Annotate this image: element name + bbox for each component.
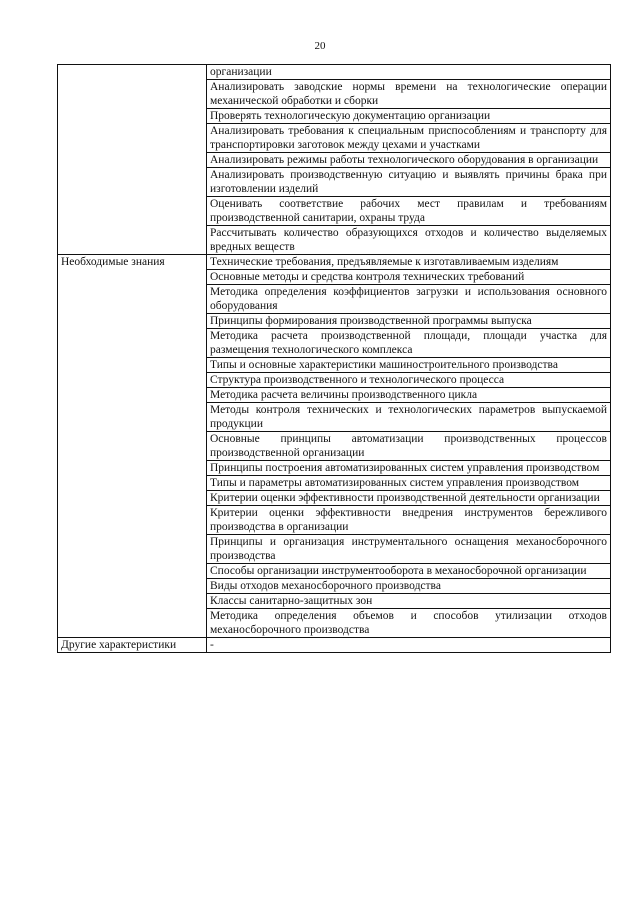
requirement-item: Технические требования, предъявляемые к изготавливаемым изделиям	[207, 255, 611, 270]
section-label: Другие характеристики	[58, 638, 207, 653]
requirement-item: Типы и параметры автоматизированных систем управления производством	[207, 476, 611, 491]
requirement-item: Структура производственного и технологического процесса	[207, 373, 611, 388]
requirement-item: Анализировать заводские нормы времени на технологические операции механической обработки и сборки	[207, 80, 611, 109]
requirement-item: Критерии оценки эффективности внедрения инструментов бережливого производства в организации	[207, 506, 611, 535]
requirement-item: -	[207, 638, 611, 653]
requirement-item: Анализировать производственную ситуацию и выявлять причины брака при изготовлении изделий	[207, 168, 611, 197]
requirement-item: Классы санитарно-защитных зон	[207, 594, 611, 609]
competency-table-body	[58, 65, 611, 653]
requirement-item: Принципы формирования производственной программы выпуска	[207, 314, 611, 329]
section-label: Необходимые знания	[58, 255, 207, 638]
requirement-item: Основные методы и средства контроля технических требований	[207, 270, 611, 285]
requirement-item: Методы контроля технических и технологических параметров выпускаемой продукции	[207, 403, 611, 432]
requirement-item: Способы организации инструментооборота в механосборочной организации	[207, 564, 611, 579]
section-label	[58, 65, 207, 255]
requirement-item: Критерии оценки эффективности производственной деятельности организации	[207, 491, 611, 506]
requirement-item: Анализировать требования к специальным приспособлениям и транспорту для транспортировки заготовок между цехами и участками	[207, 124, 611, 153]
requirement-item: Методика расчета величины производственного цикла	[207, 388, 611, 403]
requirement-item: Методика определения коэффициентов загрузки и использования основного оборудования	[207, 285, 611, 314]
page-number: 20	[314, 40, 326, 52]
requirement-item: Методика определения объемов и способов утилизации отходов механосборочного производства	[207, 609, 611, 638]
requirement-item: Анализировать режимы работы технологического оборудования в организации	[207, 153, 611, 168]
requirement-item: Принципы и организация инструментального оснащения механосборочного производства	[207, 535, 611, 564]
requirement-item: Рассчитывать количество образующихся отходов и количество выделяемых вредных веществ	[207, 226, 611, 255]
requirement-item: Проверять технологическую документацию организации	[207, 109, 611, 124]
requirement-item: Оценивать соответствие рабочих мест правилам и требованиям производственной санитарии, охраны труда	[207, 197, 611, 226]
table-row	[58, 65, 611, 80]
requirement-item: Методика расчета производственной площади, площади участка для размещения технологического комплекса	[207, 329, 611, 358]
requirement-item: организации	[207, 65, 611, 80]
requirement-item: Типы и основные характеристики машиностроительного производства	[207, 358, 611, 373]
requirement-item: Виды отходов механосборочного производства	[207, 579, 611, 594]
requirement-item: Принципы построения автоматизированных систем управления производством	[207, 461, 611, 476]
requirement-item: Основные принципы автоматизации производственных процессов производственной организации	[207, 432, 611, 461]
table-row	[58, 638, 611, 653]
competency-table	[57, 64, 611, 653]
table-row	[58, 255, 611, 270]
